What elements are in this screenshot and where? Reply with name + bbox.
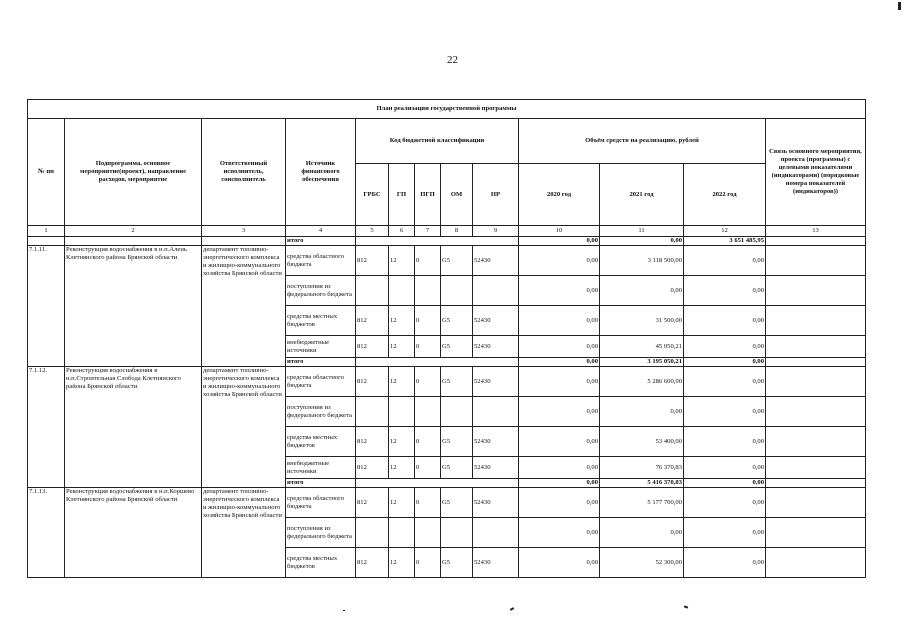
amount-2020: 0,00 bbox=[519, 367, 600, 397]
amount-2022: 0,00 bbox=[684, 246, 766, 276]
amount-2022: 0,00 bbox=[684, 518, 766, 548]
code-nr: 52430 bbox=[473, 457, 519, 479]
code-nr: 52430 bbox=[473, 367, 519, 397]
code-pgp: 0 bbox=[415, 427, 441, 457]
amount-2021: 45 050,21 bbox=[600, 336, 684, 358]
code-grbs bbox=[356, 518, 389, 548]
amount-2020: 0,00 bbox=[519, 276, 600, 306]
header-responsible: Ответственный исполнитель, соисполнитель bbox=[202, 119, 286, 226]
table-row bbox=[28, 246, 866, 276]
code-grbs bbox=[356, 397, 389, 427]
code-pgp bbox=[415, 397, 441, 427]
column-number: 11 bbox=[600, 226, 684, 237]
column-number: 1 bbox=[28, 226, 65, 237]
header-2022: 2022 год bbox=[684, 164, 766, 226]
empty-cell bbox=[65, 237, 202, 246]
header-nr: НР bbox=[473, 164, 519, 226]
total-label: итого bbox=[286, 237, 356, 246]
amount-2020: 0,00 bbox=[519, 427, 600, 457]
amount-2021: 76 370,83 bbox=[600, 457, 684, 479]
column-number: 12 bbox=[684, 226, 766, 237]
code-om bbox=[441, 397, 473, 427]
activity-name: Реконструкция водоснабжения в н.п.Алень Клетнянского района Брянской области bbox=[65, 246, 202, 367]
code-pgp bbox=[415, 276, 441, 306]
code-om: G5 bbox=[441, 457, 473, 479]
amount-2021: 3 118 500,00 bbox=[600, 246, 684, 276]
code-om: G5 bbox=[441, 488, 473, 518]
code-om: G5 bbox=[441, 548, 473, 578]
header-volume: Объём средств на реализацию, рублей bbox=[519, 119, 766, 164]
empty-cell bbox=[356, 237, 519, 246]
indicator-link bbox=[766, 367, 866, 397]
code-gp: 12 bbox=[389, 336, 415, 358]
plan-table bbox=[27, 99, 866, 578]
total-label: итого bbox=[286, 479, 356, 488]
indicator-link bbox=[766, 427, 866, 457]
code-nr: 52430 bbox=[473, 306, 519, 336]
header-2021: 2021 год bbox=[600, 164, 684, 226]
code-om: G5 bbox=[441, 336, 473, 358]
amount-2020: 0,00 bbox=[519, 548, 600, 578]
header-gp: ГП bbox=[389, 164, 415, 226]
total-2020: 0,00 bbox=[519, 237, 600, 246]
funding-source: средства областного бюджета bbox=[286, 246, 356, 276]
total-2022: 3 651 485,95 bbox=[684, 237, 766, 246]
funding-source: поступления из федерального бюджета bbox=[286, 276, 356, 306]
indicator-link bbox=[766, 246, 866, 276]
total-2022: 0,00 bbox=[684, 358, 766, 367]
amount-2021: 0,00 bbox=[600, 518, 684, 548]
funding-source: поступления из федерального бюджета bbox=[286, 518, 356, 548]
table-row bbox=[28, 488, 866, 518]
amount-2022: 0,00 bbox=[684, 548, 766, 578]
code-nr: 52430 bbox=[473, 336, 519, 358]
amount-2021: 5 286 600,00 bbox=[600, 367, 684, 397]
amount-2020: 0,00 bbox=[519, 306, 600, 336]
code-gp: 12 bbox=[389, 488, 415, 518]
total-row bbox=[28, 237, 866, 246]
indicator-link bbox=[766, 276, 866, 306]
code-om: G5 bbox=[441, 367, 473, 397]
amount-2021: 52 300,00 bbox=[600, 548, 684, 578]
code-grbs: 812 bbox=[356, 427, 389, 457]
empty-cell bbox=[766, 358, 866, 367]
header-2020: 2020 год bbox=[519, 164, 600, 226]
code-nr: 52430 bbox=[473, 427, 519, 457]
activity-name: Реконструкция водоснабжения в н.п.Коршево Клетнянского района Брянской области bbox=[65, 488, 202, 578]
indicator-link bbox=[766, 336, 866, 358]
code-grbs: 812 bbox=[356, 488, 389, 518]
amount-2021: 53 400,00 bbox=[600, 427, 684, 457]
header-source: Источник финансового обеспечения bbox=[286, 119, 356, 226]
amount-2021: 0,00 bbox=[600, 397, 684, 427]
code-gp: 12 bbox=[389, 246, 415, 276]
column-number: 13 bbox=[766, 226, 866, 237]
total-2021: 5 416 370,83 bbox=[600, 479, 684, 488]
header-link: Связь основного мероприятия, проекта (программы) с целевыми показателями (индикаторами) (порядковые номера показателей (индикаторов)) bbox=[766, 119, 866, 226]
amount-2021: 0,00 bbox=[600, 276, 684, 306]
amount-2021: 31 500,00 bbox=[600, 306, 684, 336]
code-pgp: 0 bbox=[415, 336, 441, 358]
empty-cell bbox=[28, 237, 65, 246]
header-subprogram: Подпрограмма, основное мероприятие(проект), направление расходов, мероприятие bbox=[65, 119, 202, 226]
total-label: итого bbox=[286, 358, 356, 367]
code-nr bbox=[473, 518, 519, 548]
amount-2020: 0,00 bbox=[519, 488, 600, 518]
page-number: 22 bbox=[447, 54, 458, 66]
empty-cell bbox=[202, 237, 286, 246]
funding-source: поступления из федерального бюджета bbox=[286, 397, 356, 427]
funding-source: средства местных бюджетов bbox=[286, 427, 356, 457]
code-om: G5 bbox=[441, 306, 473, 336]
code-om bbox=[441, 518, 473, 548]
indicator-link bbox=[766, 397, 866, 427]
scan-speck-1 bbox=[343, 610, 345, 611]
funding-source: внебюджетные источники bbox=[286, 457, 356, 479]
code-pgp: 0 bbox=[415, 367, 441, 397]
code-pgp: 0 bbox=[415, 548, 441, 578]
funding-source: внебюджетные источники bbox=[286, 336, 356, 358]
amount-2021: 5 177 700,00 bbox=[600, 488, 684, 518]
code-grbs: 812 bbox=[356, 548, 389, 578]
column-number: 3 bbox=[202, 226, 286, 237]
code-grbs bbox=[356, 276, 389, 306]
funding-source: средства областного бюджета bbox=[286, 367, 356, 397]
code-pgp bbox=[415, 518, 441, 548]
column-number: 4 bbox=[286, 226, 356, 237]
amount-2022: 0,00 bbox=[684, 336, 766, 358]
code-gp bbox=[389, 518, 415, 548]
amount-2022: 0,00 bbox=[684, 397, 766, 427]
amount-2020: 0,00 bbox=[519, 397, 600, 427]
plan-title: План реализации государственной программы bbox=[28, 100, 866, 119]
amount-2022: 0,00 bbox=[684, 427, 766, 457]
scan-speck-3 bbox=[684, 605, 688, 608]
scan-speck-2 bbox=[510, 607, 514, 611]
column-numbers-row bbox=[28, 226, 866, 237]
code-nr bbox=[473, 397, 519, 427]
amount-2022: 0,00 bbox=[684, 457, 766, 479]
activity-name: Реконструкция водоснабжения в н.п.Строительная Слобода Клетнянского района Брянской области bbox=[65, 367, 202, 488]
column-number: 9 bbox=[473, 226, 519, 237]
activity-number: 7.1.11. bbox=[28, 246, 65, 367]
empty-cell bbox=[356, 358, 519, 367]
code-pgp: 0 bbox=[415, 457, 441, 479]
column-number: 8 bbox=[441, 226, 473, 237]
code-om: G5 bbox=[441, 427, 473, 457]
code-grbs: 812 bbox=[356, 367, 389, 397]
indicator-link bbox=[766, 488, 866, 518]
code-nr: 52430 bbox=[473, 548, 519, 578]
code-grbs: 812 bbox=[356, 457, 389, 479]
total-2022: 0,00 bbox=[684, 479, 766, 488]
code-om bbox=[441, 276, 473, 306]
header-om: ОМ bbox=[441, 164, 473, 226]
indicator-link bbox=[766, 457, 866, 479]
code-pgp: 0 bbox=[415, 488, 441, 518]
code-gp: 12 bbox=[389, 548, 415, 578]
activity-responsible: департамент топливно-энергетического комплекса и жилищно-коммунального хозяйства Брянской области bbox=[202, 488, 286, 578]
column-number: 5 bbox=[356, 226, 389, 237]
code-nr bbox=[473, 276, 519, 306]
indicator-link bbox=[766, 306, 866, 336]
code-gp bbox=[389, 397, 415, 427]
code-gp: 12 bbox=[389, 367, 415, 397]
empty-cell bbox=[766, 237, 866, 246]
funding-source: средства местных бюджетов bbox=[286, 548, 356, 578]
code-nr: 52430 bbox=[473, 488, 519, 518]
amount-2022: 0,00 bbox=[684, 306, 766, 336]
code-grbs: 812 bbox=[356, 246, 389, 276]
code-gp: 12 bbox=[389, 427, 415, 457]
activity-number: 7.1.13. bbox=[28, 488, 65, 578]
amount-2020: 0,00 bbox=[519, 518, 600, 548]
activity-responsible: департамент топливно-энергетического комплекса и жилищно-коммунального хозяйства Брянской области bbox=[202, 367, 286, 488]
code-gp bbox=[389, 276, 415, 306]
amount-2020: 0,00 bbox=[519, 246, 600, 276]
amount-2022: 0,00 bbox=[684, 488, 766, 518]
activity-number: 7.1.12. bbox=[28, 367, 65, 488]
header-grbs: ГРБС bbox=[356, 164, 389, 226]
amount-2022: 0,00 bbox=[684, 276, 766, 306]
funding-source: средства местных бюджетов bbox=[286, 306, 356, 336]
column-number: 7 bbox=[415, 226, 441, 237]
amount-2020: 0,00 bbox=[519, 336, 600, 358]
code-pgp: 0 bbox=[415, 306, 441, 336]
amount-2022: 0,00 bbox=[684, 367, 766, 397]
empty-cell bbox=[356, 479, 519, 488]
funding-source: средства областного бюджета bbox=[286, 488, 356, 518]
total-2020: 0,00 bbox=[519, 358, 600, 367]
code-pgp: 0 bbox=[415, 246, 441, 276]
empty-cell bbox=[766, 479, 866, 488]
total-2021: 3 195 050,21 bbox=[600, 358, 684, 367]
header-pgp: ПГП bbox=[415, 164, 441, 226]
indicator-link bbox=[766, 548, 866, 578]
column-number: 6 bbox=[389, 226, 415, 237]
header-budget-code: Код бюджетной классификации bbox=[356, 119, 519, 164]
code-grbs: 812 bbox=[356, 336, 389, 358]
indicator-link bbox=[766, 518, 866, 548]
code-gp: 12 bbox=[389, 306, 415, 336]
total-2021: 0,00 bbox=[600, 237, 684, 246]
column-number: 10 bbox=[519, 226, 600, 237]
code-gp: 12 bbox=[389, 457, 415, 479]
total-2020: 0,00 bbox=[519, 479, 600, 488]
activity-responsible: департамент топливно-энергетического комплекса и жилищно-коммунального хозяйства Брянской области bbox=[202, 246, 286, 367]
header-no: № пп bbox=[28, 119, 65, 226]
table-row bbox=[28, 367, 866, 397]
code-om: G5 bbox=[441, 246, 473, 276]
code-grbs: 812 bbox=[356, 306, 389, 336]
column-number: 2 bbox=[65, 226, 202, 237]
scan-mark-right bbox=[898, 2, 901, 10]
code-nr: 52430 bbox=[473, 246, 519, 276]
amount-2020: 0,00 bbox=[519, 457, 600, 479]
